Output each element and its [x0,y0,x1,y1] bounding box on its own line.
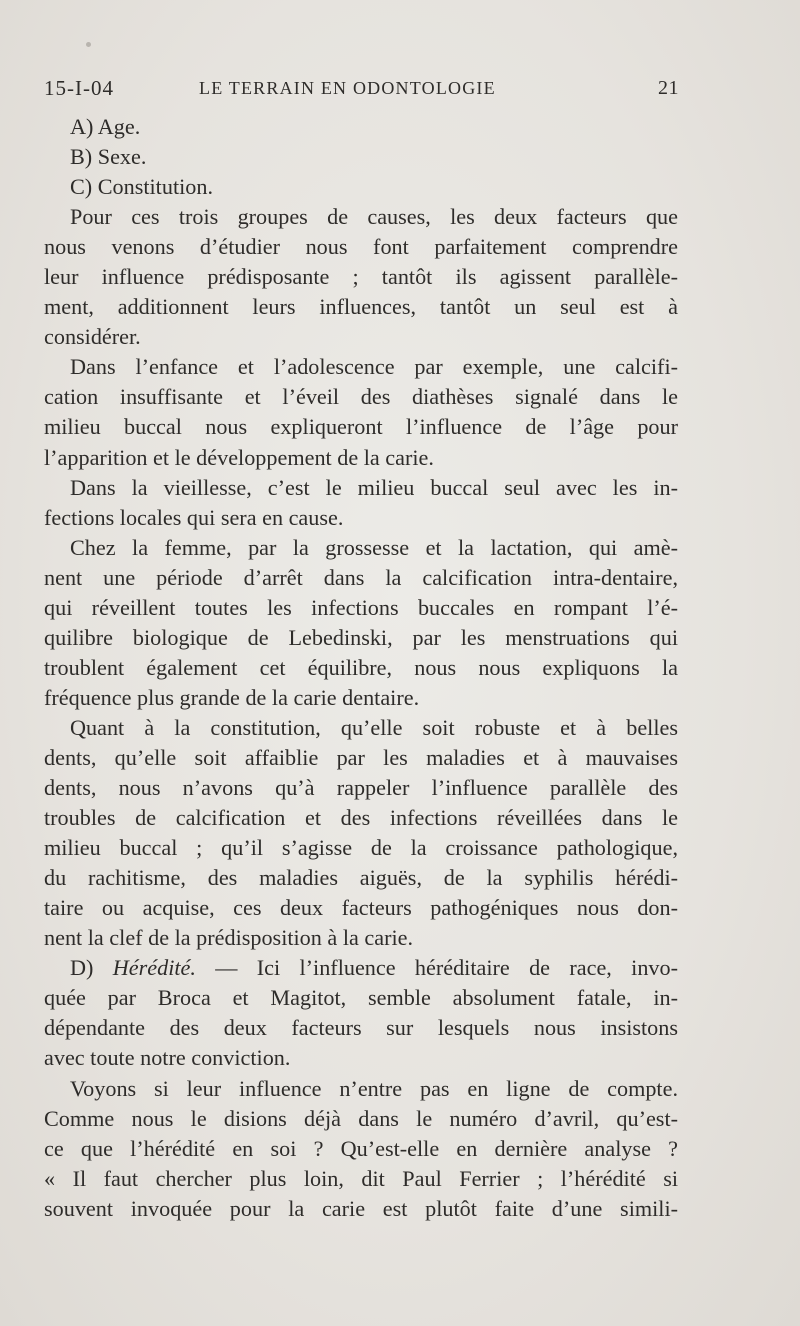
header-title: LE TERRAIN EN ODONTOLOGIE [199,78,496,98]
text-line [44,773,678,803]
text-line [44,262,678,292]
body-text [44,112,678,1224]
line-text: quilibre biologique de Lebedinski, par les menstruations qui [44,624,678,650]
text-line [44,653,678,683]
line-text: A) Age. [70,114,141,139]
line-text: fections locales qui sera en cause. [44,504,344,530]
line-text: troublent également cet équilibre, nous nous expliquons la [44,654,678,680]
line-text: souvent invoquée pour la carie est plutôt faite d’une simili- [44,1195,678,1221]
text-line [44,1013,678,1043]
line-text: cation insuffisante et l’éveil des diathèses signalé dans le [44,384,678,410]
text-line [44,683,678,713]
text-line [44,623,678,653]
line-text: — Ici l’influence héréditaire de race, invo- [195,955,678,981]
line-text: l’apparition et le développement de la carie. [44,444,434,470]
header-date: 15-I-04 [44,76,114,100]
line-text: ment, additionnent leurs influences, tantôt un seul est à [44,294,678,320]
line-text: B) Sexe. [70,144,147,170]
text-line [44,1043,678,1073]
text-line [44,1194,678,1224]
line-text: Dans l’enfance et l’adolescence par exemple, une calcifi- [70,354,678,380]
text-line [44,473,678,503]
line-text: fréquence plus grande de la carie dentaire. [44,684,420,710]
text-line [44,953,678,983]
running-header [44,76,682,106]
line-text: C) Constitution. [70,174,214,200]
line-text: considérer. [44,324,141,350]
text-line [44,382,678,412]
text-line [44,142,678,172]
text-line [44,533,678,563]
line-text: Voyons si leur influence n’entre pas en ligne de compte. [70,1075,678,1101]
text-line [44,593,678,623]
text-line [44,893,678,923]
text-line [44,322,678,352]
line-text: nent la clef de la prédisposition à la carie. [44,925,414,951]
paper-speck [86,42,91,47]
text-line [44,503,678,533]
line-text: qui réveillent toutes les infections buccales en rompant l’é- [44,594,678,620]
line-text: Pour ces trois groupes de causes, les deux facteurs que [70,204,678,230]
line-text: quée par Broca et Magitot, semble absolument fatale, in- [44,985,678,1011]
line-text: milieu buccal ; qu’il s’agisse de la croissance pathologique, [44,835,678,861]
text-line [44,923,678,953]
page-number: 21 [658,77,679,99]
text-line [44,292,678,322]
line-text: milieu buccal nous expliqueront l’influence de l’âge pour [44,414,678,440]
text-line [44,443,678,473]
text-line [44,352,678,382]
section-letter: D) [70,955,113,981]
text-line [44,412,678,442]
text-line [44,202,678,232]
text-line [44,1134,678,1164]
line-text: nous venons d’étudier nous font parfaitement comprendre [44,234,678,260]
text-line [44,172,678,202]
text-line [44,713,678,743]
text-line [44,1164,678,1194]
text-line [44,563,678,593]
line-text: dents, qu’elle soit affaiblie par les maladies et à mauvaises [44,744,678,770]
section-heading: Hérédité. [112,955,196,981]
line-text: dents, nous n’avons qu’à rappeler l’influence parallèle des [44,775,678,801]
text-line [44,112,678,142]
text-line [44,232,678,262]
text-line [44,1104,678,1134]
text-line [44,743,678,773]
text-line [44,803,678,833]
line-text: du rachitisme, des maladies aiguës, de la syphilis hérédi- [44,865,678,891]
line-text: Quant à la constitution, qu’elle soit robuste et à belles [70,714,678,740]
line-text: avec toute notre conviction. [44,1045,291,1071]
text-line [44,833,678,863]
text-line [44,1074,678,1104]
line-text: « Il faut chercher plus loin, dit Paul Ferrier ; l’hérédité si [44,1165,678,1191]
text-line [44,983,678,1013]
line-text: troubles de calcification et des infections réveillées dans le [44,805,678,831]
line-text: taire ou acquise, ces deux facteurs pathogéniques nous don- [44,895,678,921]
line-text: leur influence prédisposante ; tantôt ils agissent parallèle- [44,264,678,290]
line-text: Comme nous le disions déjà dans le numéro d’avril, qu’est- [44,1105,678,1131]
line-text: dépendante des deux facteurs sur lesquels nous insistons [44,1015,678,1041]
line-text: nent une période d’arrêt dans la calcification intra-dentaire, [44,564,678,590]
line-text: Chez la femme, par la grossesse et la lactation, qui amè- [70,534,678,560]
line-text: ce que l’hérédité en soi ? Qu’est-elle en dernière analyse ? [44,1135,678,1161]
text-line [44,863,678,893]
line-text: Dans la vieillesse, c’est le milieu buccal seul avec les in- [70,474,678,500]
